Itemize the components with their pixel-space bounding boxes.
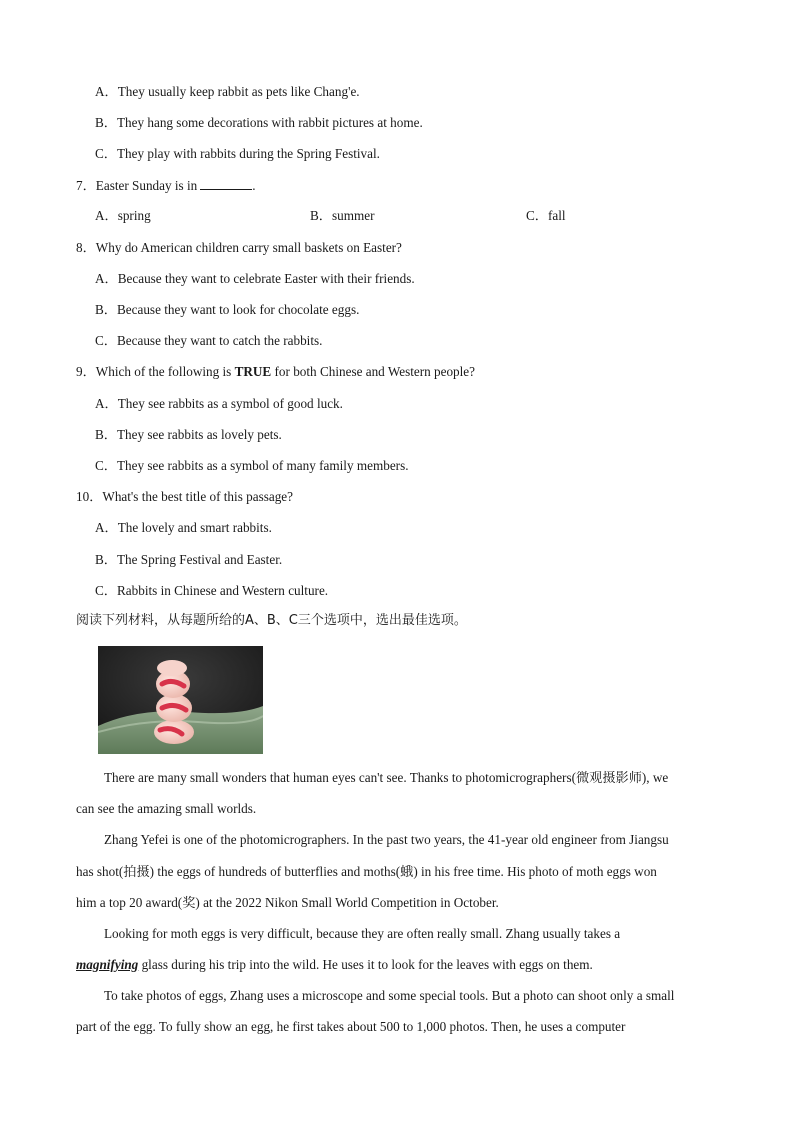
passage-p2-line3: him a top 20 award(奖) at the 2022 Nikon Small World Competition in October. xyxy=(76,895,499,910)
keyword-magnifying: magnifying xyxy=(76,957,139,972)
q7-option-c: C．fall xyxy=(526,208,566,223)
q7-option-a: A．spring xyxy=(95,208,151,223)
q10-option-c: C．Rabbits in Chinese and Western culture. xyxy=(95,583,329,598)
q8-option-c: C．Because they want to catch the rabbits. xyxy=(95,333,323,348)
passage-p3-line1: Looking for moth eggs is very difficult, because they are often really small. Zhang usually takes a xyxy=(104,926,621,941)
q7-stem-end: . xyxy=(252,178,256,193)
q8-stem: 8．Why do American children carry small baskets on Easter? xyxy=(76,240,402,255)
q10-option-b: B．The Spring Festival and Easter. xyxy=(95,552,283,567)
passage-p4-line2: part of the egg. To fully show an egg, he first takes about 500 to 1,000 photos. Then, he uses a computer xyxy=(76,1019,626,1034)
q6-option-b: B．They hang some decorations with rabbit pictures at home. xyxy=(95,115,423,130)
q9-option-a: A．They see rabbits as a symbol of good luck. xyxy=(95,396,343,411)
q7-option-b: B．summer xyxy=(310,208,375,223)
q9-stem-true: TRUE xyxy=(234,364,272,379)
q9-stem xyxy=(76,364,475,380)
q10-option-a: A．The lovely and smart rabbits. xyxy=(95,520,272,535)
q8-option-b: B．Because they want to look for chocolate eggs. xyxy=(95,302,360,317)
passage-p3-line2-rest: glass during his trip into the wild. He uses it to look for the leaves with eggs on them. xyxy=(138,957,593,972)
passage-p1-line2: can see the amazing small worlds. xyxy=(76,801,257,816)
q7-stem xyxy=(76,177,256,194)
q10-stem: 10．What's the best title of this passage? xyxy=(76,489,293,504)
q6-option-c: C．They play with rabbits during the Spring Festival. xyxy=(95,146,380,161)
answer-blank xyxy=(200,177,252,190)
passage-p2-line2: has shot(拍摄) the eggs of hundreds of butterflies and moths(蛾) in his free time. His photo of moth eggs won xyxy=(76,864,657,879)
q9-option-b: B．They see rabbits as lovely pets. xyxy=(95,427,282,442)
passage-p1-line1: There are many small wonders that human eyes can't see. Thanks to photomicrographers(微观摄影师), we xyxy=(104,770,669,785)
q9-stem-b: for both Chinese and Western people? xyxy=(271,364,476,379)
moth-eggs-illustration xyxy=(98,646,263,754)
q6-option-a: A．They usually keep rabbit as pets like Chang'e. xyxy=(95,84,360,99)
passage-p4-line1: To take photos of eggs, Zhang uses a microscope and some special tools. But a photo can shoot only a small xyxy=(104,988,675,1003)
q9-stem-a: 9．Which of the following is xyxy=(76,364,235,379)
reading-instruction: 阅读下列材料，从每题所给的A、B、C三个选项中，选出最佳选项。 xyxy=(76,613,467,628)
q7-stem-text: 7．Easter Sunday is in xyxy=(76,178,198,193)
q8-option-a: A．Because they want to celebrate Easter with their friends. xyxy=(95,271,415,286)
moth-eggs-photo xyxy=(98,646,263,754)
q9-option-c: C．They see rabbits as a symbol of many family members. xyxy=(95,458,409,473)
passage-p2-line1: Zhang Yefei is one of the photomicrographers. In the past two years, the 41-year old engineer from Jiangsu xyxy=(104,832,669,847)
passage-p3-line2 xyxy=(76,957,593,973)
